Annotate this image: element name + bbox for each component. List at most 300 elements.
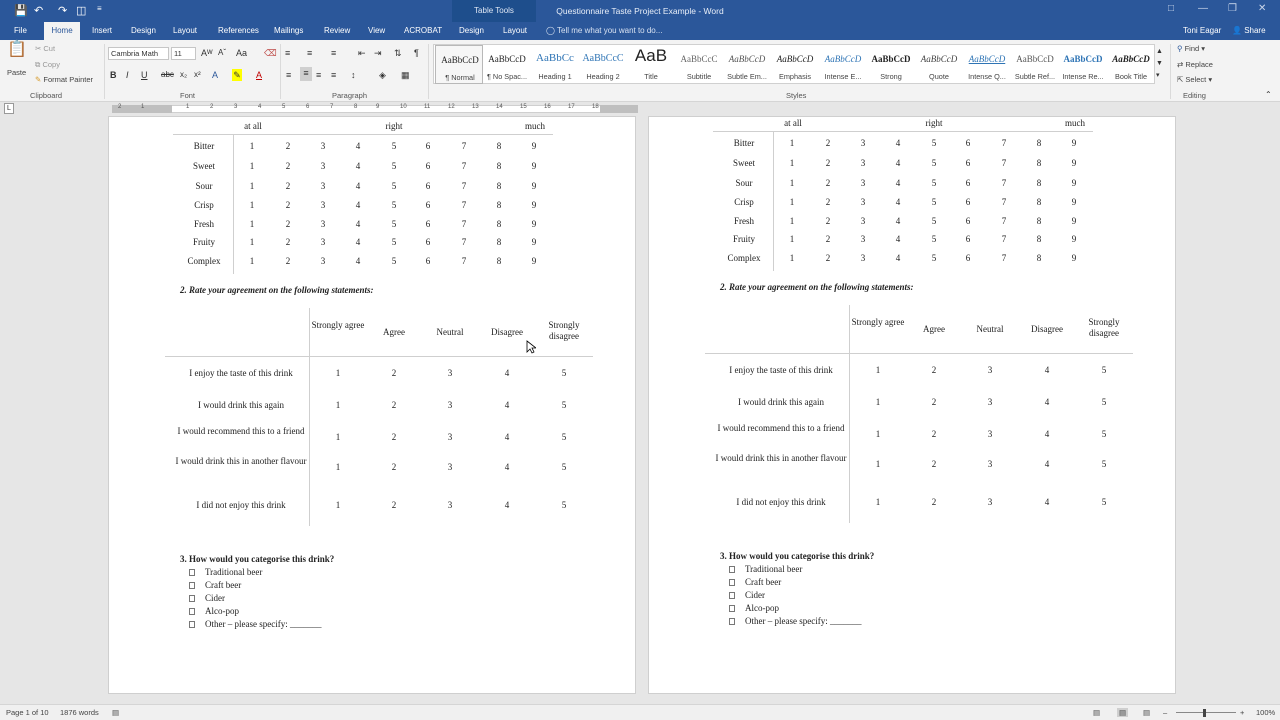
- rating-cell[interactable]: 6: [425, 200, 431, 210]
- rating-cell[interactable]: 8: [1036, 216, 1042, 226]
- agreement-cell[interactable]: 5: [1101, 365, 1107, 375]
- rating-cell[interactable]: 7: [1001, 216, 1007, 226]
- agreement-cell[interactable]: 3: [987, 397, 993, 407]
- agreement-cell[interactable]: 5: [1101, 497, 1107, 507]
- rating-cell[interactable]: 7: [1001, 178, 1007, 188]
- checkbox-icon[interactable]: [189, 621, 195, 628]
- checkbox-icon[interactable]: [189, 582, 195, 589]
- rating-cell[interactable]: 7: [461, 256, 467, 266]
- rating-cell[interactable]: 8: [496, 237, 502, 247]
- agreement-cell[interactable]: 2: [931, 397, 937, 407]
- shading-icon[interactable]: ◈: [379, 70, 386, 80]
- rating-cell[interactable]: 5: [391, 200, 397, 210]
- rating-cell[interactable]: 8: [1036, 253, 1042, 263]
- line-spacing-icon[interactable]: ↕: [351, 70, 356, 80]
- user-name[interactable]: Toni Eagar: [1183, 26, 1222, 35]
- tab-review[interactable]: Review: [324, 26, 351, 35]
- agreement-cell[interactable]: 1: [335, 432, 341, 442]
- numbering-icon[interactable]: ≡: [307, 48, 313, 58]
- zoom-out-icon[interactable]: –: [1163, 708, 1168, 717]
- rating-cell[interactable]: 3: [860, 216, 866, 226]
- agreement-cell[interactable]: 5: [561, 500, 567, 510]
- italic-icon[interactable]: I: [126, 70, 129, 80]
- tab-table-layout[interactable]: Layout: [503, 26, 528, 35]
- agreement-cell[interactable]: 4: [504, 400, 510, 410]
- tab-references[interactable]: References: [218, 26, 259, 35]
- agreement-cell[interactable]: 5: [561, 368, 567, 378]
- rating-cell[interactable]: 1: [249, 200, 255, 210]
- rating-cell[interactable]: 1: [789, 253, 795, 263]
- strikethrough-icon[interactable]: abc: [161, 70, 174, 79]
- agreement-cell[interactable]: 2: [391, 432, 397, 442]
- rating-cell[interactable]: 8: [1036, 197, 1042, 207]
- rating-cell[interactable]: 4: [355, 161, 361, 171]
- rating-cell[interactable]: 9: [531, 200, 537, 210]
- rating-cell[interactable]: 6: [965, 234, 971, 244]
- agreement-header: Strongly agree: [311, 320, 365, 330]
- page-count[interactable]: Page 1 of 10: [6, 708, 49, 717]
- tell-me-search[interactable]: ◯ Tell me what you want to do...: [546, 26, 663, 35]
- format-painter-button[interactable]: ✎ Format Painter: [35, 75, 93, 84]
- styles-more-icon[interactable]: ▾: [1156, 72, 1160, 79]
- rating-cell[interactable]: 4: [895, 158, 901, 168]
- group-separator: [1170, 44, 1171, 99]
- style-intense-reference[interactable]: AaBbCcD Intense Re...: [1062, 54, 1104, 81]
- rating-cell[interactable]: 9: [1071, 253, 1077, 263]
- agreement-cell[interactable]: 5: [1101, 459, 1107, 469]
- rating-cell[interactable]: 1: [249, 161, 255, 171]
- rating-cell[interactable]: 2: [825, 178, 831, 188]
- rating-cell[interactable]: 7: [461, 161, 467, 171]
- agreement-cell[interactable]: 1: [335, 500, 341, 510]
- agreement-cell[interactable]: 5: [1101, 397, 1107, 407]
- rating-cell[interactable]: 8: [1036, 138, 1042, 148]
- rating-cell[interactable]: 2: [825, 216, 831, 226]
- rating-cell[interactable]: 3: [860, 197, 866, 207]
- rating-cell[interactable]: 7: [461, 141, 467, 151]
- styles-scroll-down-icon[interactable]: ▼: [1156, 60, 1163, 67]
- style-subtle-reference[interactable]: AaBbCcD Subtle Ref...: [1014, 54, 1056, 81]
- agreement-cell[interactable]: 2: [391, 500, 397, 510]
- category-option: Traditional beer: [745, 564, 803, 574]
- rating-cell[interactable]: 1: [249, 141, 255, 151]
- rating-cell[interactable]: 9: [1071, 216, 1077, 226]
- rating-cell[interactable]: 2: [825, 158, 831, 168]
- read-mode-icon[interactable]: ▤: [1093, 708, 1101, 717]
- agreement-cell[interactable]: 1: [335, 368, 341, 378]
- print-preview-icon[interactable]: ◫: [76, 5, 87, 17]
- rating-cell[interactable]: 8: [1036, 178, 1042, 188]
- agreement-cell[interactable]: 4: [504, 368, 510, 378]
- table-tools-label: Table Tools: [452, 0, 536, 22]
- tab-file[interactable]: File: [14, 26, 27, 35]
- agreement-cell[interactable]: 4: [504, 462, 510, 472]
- category-option: Cider: [745, 590, 765, 600]
- cut-button[interactable]: ✂ Cut: [35, 44, 56, 53]
- rating-cell[interactable]: 9: [531, 237, 537, 247]
- rating-cell[interactable]: 8: [496, 161, 502, 171]
- rating-cell[interactable]: 7: [1001, 234, 1007, 244]
- rating-cell[interactable]: 9: [1071, 197, 1077, 207]
- rating-cell[interactable]: 8: [1036, 234, 1042, 244]
- agreement-cell[interactable]: 5: [561, 432, 567, 442]
- rating-cell[interactable]: 8: [496, 200, 502, 210]
- rating-cell[interactable]: 1: [789, 178, 795, 188]
- rating-cell[interactable]: 9: [1071, 234, 1077, 244]
- style-emphasis[interactable]: AaBbCcD Emphasis: [776, 54, 814, 81]
- rating-cell[interactable]: 2: [285, 161, 291, 171]
- rating-cell[interactable]: 7: [1001, 138, 1007, 148]
- rating-cell[interactable]: 4: [895, 138, 901, 148]
- select-button[interactable]: ⇱ Select ▾: [1177, 75, 1213, 84]
- rating-cell[interactable]: 4: [355, 181, 361, 191]
- agreement-cell[interactable]: 1: [335, 462, 341, 472]
- rating-cell[interactable]: 9: [531, 161, 537, 171]
- rating-cell[interactable]: 6: [965, 138, 971, 148]
- tab-acrobat[interactable]: ACROBAT: [404, 26, 443, 35]
- style-book-title[interactable]: AaBbCcD Book Title: [1112, 54, 1150, 81]
- rating-cell[interactable]: 3: [320, 161, 326, 171]
- rating-cell[interactable]: 5: [931, 234, 937, 244]
- rating-cell[interactable]: 4: [355, 219, 361, 229]
- rating-cell[interactable]: 2: [825, 234, 831, 244]
- rating-cell[interactable]: 2: [825, 253, 831, 263]
- rating-cell[interactable]: 1: [789, 216, 795, 226]
- checkbox-icon[interactable]: [189, 608, 195, 615]
- style-subtle-emphasis[interactable]: AaBbCcD Subtle Em...: [727, 54, 767, 81]
- statement-label: I did not enjoy this drink: [196, 500, 286, 510]
- rating-cell[interactable]: 4: [895, 216, 901, 226]
- checkbox-icon[interactable]: [729, 592, 735, 599]
- shrink-font-icon[interactable]: Aˇ: [218, 48, 226, 57]
- rating-cell[interactable]: 9: [531, 256, 537, 266]
- rating-cell[interactable]: 9: [531, 219, 537, 229]
- agreement-cell[interactable]: 1: [875, 497, 881, 507]
- rating-cell[interactable]: 2: [825, 138, 831, 148]
- rating-cell[interactable]: 2: [285, 237, 291, 247]
- rating-cell[interactable]: 4: [355, 256, 361, 266]
- word-count[interactable]: 1876 words: [60, 708, 99, 717]
- agreement-cell[interactable]: 5: [1101, 429, 1107, 439]
- agreement-cell[interactable]: 3: [987, 497, 993, 507]
- document-page[interactable]: [108, 116, 636, 694]
- checkbox-icon[interactable]: [189, 569, 195, 576]
- replace-button[interactable]: ⇄ Replace: [1177, 60, 1213, 69]
- rating-cell[interactable]: 3: [860, 138, 866, 148]
- rating-cell[interactable]: 6: [965, 158, 971, 168]
- rating-cell[interactable]: 5: [931, 138, 937, 148]
- rating-cell[interactable]: 3: [320, 200, 326, 210]
- rating-cell[interactable]: 1: [249, 219, 255, 229]
- rating-cell[interactable]: 3: [320, 219, 326, 229]
- agreement-cell[interactable]: 4: [1044, 365, 1050, 375]
- rating-cell[interactable]: 5: [931, 158, 937, 168]
- rating-cell[interactable]: 3: [860, 234, 866, 244]
- rating-cell[interactable]: 1: [249, 237, 255, 247]
- rating-cell[interactable]: 1: [789, 158, 795, 168]
- checkbox-icon[interactable]: [729, 618, 735, 625]
- agreement-cell[interactable]: 4: [504, 500, 510, 510]
- category-option: Craft beer: [745, 577, 782, 587]
- rating-cell[interactable]: 7: [1001, 197, 1007, 207]
- rating-cell[interactable]: 5: [391, 161, 397, 171]
- style-title[interactable]: AaB Title: [634, 46, 668, 81]
- rating-cell[interactable]: 6: [425, 141, 431, 151]
- zoom-slider[interactable]: [1176, 712, 1236, 713]
- agreement-cell[interactable]: 1: [875, 429, 881, 439]
- style-quote[interactable]: AaBbCcD Quote: [920, 54, 958, 81]
- font-size-select[interactable]: 11: [171, 47, 196, 60]
- tab-mailings[interactable]: Mailings: [274, 26, 304, 35]
- rating-cell[interactable]: 6: [965, 216, 971, 226]
- rating-cell[interactable]: 2: [285, 200, 291, 210]
- text-effects-icon[interactable]: A: [212, 70, 219, 80]
- tab-layout[interactable]: Layout: [173, 26, 198, 35]
- ruler-number: 1: [186, 104, 190, 110]
- paste-button[interactable]: Paste: [7, 68, 27, 77]
- ribbon-display-icon[interactable]: □: [1168, 3, 1175, 14]
- rating-cell[interactable]: 6: [425, 237, 431, 247]
- customize-toolbar-icon[interactable]: ≡: [97, 4, 102, 13]
- rating-cell[interactable]: 7: [1001, 253, 1007, 263]
- category-option: Alco-pop: [205, 606, 239, 616]
- rating-cell[interactable]: 5: [391, 256, 397, 266]
- statement-label: I did not enjoy this drink: [736, 497, 826, 507]
- rating-cell[interactable]: 3: [320, 256, 326, 266]
- rating-cell[interactable]: 4: [895, 178, 901, 188]
- undo-icon[interactable]: ↶: [34, 5, 44, 17]
- taste-row-label: Bitter: [733, 138, 755, 148]
- rating-cell[interactable]: 5: [931, 216, 937, 226]
- document-page[interactable]: [648, 116, 1176, 694]
- rating-cell[interactable]: 3: [860, 158, 866, 168]
- underline-icon[interactable]: U: [141, 70, 148, 80]
- rating-cell[interactable]: 4: [355, 141, 361, 151]
- agreement-cell[interactable]: 4: [504, 432, 510, 442]
- rating-cell[interactable]: 4: [895, 253, 901, 263]
- rating-cell[interactable]: 2: [285, 141, 291, 151]
- style-intense-quote[interactable]: AaBbCcD Intense Q...: [968, 54, 1006, 81]
- redo-icon[interactable]: ↷: [58, 5, 68, 17]
- borders-icon[interactable]: ▦: [401, 70, 410, 80]
- rating-cell[interactable]: 9: [1071, 158, 1077, 168]
- tab-insert[interactable]: Insert: [92, 26, 113, 35]
- agreement-cell[interactable]: 3: [987, 429, 993, 439]
- rating-cell[interactable]: 3: [860, 253, 866, 263]
- tab-view[interactable]: View: [368, 26, 386, 35]
- category-option: Cider: [205, 593, 225, 603]
- rating-cell[interactable]: 8: [496, 256, 502, 266]
- style-subtitle[interactable]: AaBbCcC Subtitle: [680, 54, 718, 81]
- agreement-cell[interactable]: 1: [335, 400, 341, 410]
- statement-label: I would drink this again: [738, 397, 824, 407]
- zoom-slider-thumb[interactable]: [1203, 709, 1206, 717]
- rating-cell[interactable]: 2: [825, 197, 831, 207]
- rating-cell[interactable]: 1: [249, 256, 255, 266]
- agreement-cell[interactable]: 2: [931, 365, 937, 375]
- superscript-icon[interactable]: x²: [194, 70, 201, 79]
- tab-selector-icon[interactable]: L: [4, 103, 14, 114]
- category-option: Alco-pop: [745, 603, 779, 613]
- rating-cell[interactable]: 1: [789, 138, 795, 148]
- checkbox-icon[interactable]: [189, 595, 195, 602]
- font-name-select[interactable]: Cambria Math: [108, 47, 169, 60]
- rating-cell[interactable]: 7: [461, 237, 467, 247]
- font-color-icon[interactable]: A: [256, 70, 263, 80]
- agreement-cell[interactable]: 1: [875, 397, 881, 407]
- rating-cell[interactable]: 7: [461, 200, 467, 210]
- rating-cell[interactable]: 6: [425, 256, 431, 266]
- rating-cell[interactable]: 5: [391, 141, 397, 151]
- rating-cell[interactable]: 3: [860, 178, 866, 188]
- statement-label: I enjoy the taste of this drink: [189, 368, 293, 378]
- style-no-spacing[interactable]: AaBbCcD ¶ No Spac...: [486, 54, 527, 81]
- style-heading-1[interactable]: AaBbCc Heading 1: [536, 52, 574, 81]
- change-case-icon[interactable]: Aa: [236, 48, 248, 58]
- agreement-cell[interactable]: 1: [875, 365, 881, 375]
- category-option: Other – please specify: _______: [205, 619, 322, 629]
- rating-cell[interactable]: 5: [391, 219, 397, 229]
- agreement-cell[interactable]: 5: [561, 400, 567, 410]
- style-strong[interactable]: AaBbCcD Strong: [871, 54, 911, 81]
- agreement-cell[interactable]: 2: [931, 429, 937, 439]
- paste-icon[interactable]: 📋: [7, 41, 27, 58]
- close-icon[interactable]: ✕: [1258, 3, 1267, 14]
- agreement-cell[interactable]: 4: [1044, 459, 1050, 469]
- rating-cell[interactable]: 1: [789, 197, 795, 207]
- rating-cell[interactable]: 3: [320, 141, 326, 151]
- agreement-cell[interactable]: 4: [1044, 497, 1050, 507]
- rating-cell[interactable]: 4: [355, 200, 361, 210]
- bold-icon[interactable]: B: [110, 70, 117, 80]
- agreement-cell[interactable]: 3: [447, 500, 453, 510]
- rating-cell[interactable]: 4: [895, 234, 901, 244]
- rating-cell[interactable]: 1: [249, 181, 255, 191]
- rating-cell[interactable]: 3: [320, 237, 326, 247]
- rating-cell[interactable]: 6: [425, 181, 431, 191]
- horizontal-ruler[interactable]: [0, 102, 1280, 116]
- agreement-cell[interactable]: 3: [447, 462, 453, 472]
- align-center-icon[interactable]: ≡: [300, 67, 312, 81]
- print-layout-icon[interactable]: ▤: [1119, 708, 1127, 717]
- rating-cell[interactable]: 8: [496, 141, 502, 151]
- sort-icon[interactable]: ⇅: [394, 48, 402, 58]
- rating-cell[interactable]: 2: [285, 181, 291, 191]
- minimize-icon[interactable]: —: [1198, 3, 1208, 14]
- collapse-ribbon-icon[interactable]: ⌃: [1265, 90, 1272, 99]
- agreement-cell[interactable]: 1: [875, 459, 881, 469]
- bullets-icon[interactable]: ≡: [285, 48, 291, 58]
- agreement-cell[interactable]: 4: [1044, 397, 1050, 407]
- agreement-cell[interactable]: 2: [391, 462, 397, 472]
- show-marks-icon[interactable]: ¶: [414, 48, 419, 58]
- clear-formatting-icon[interactable]: ⌫: [264, 48, 277, 58]
- rating-cell[interactable]: 6: [965, 197, 971, 207]
- align-left-icon[interactable]: ≡: [286, 70, 292, 80]
- agreement-cell[interactable]: 3: [447, 368, 453, 378]
- rating-cell[interactable]: 5: [931, 253, 937, 263]
- style-intense-emphasis[interactable]: AaBbCcD Intense E...: [824, 54, 862, 81]
- agreement-cell[interactable]: 2: [931, 497, 937, 507]
- styles-scroll-up-icon[interactable]: ▲: [1156, 48, 1163, 55]
- justify-icon[interactable]: ≡: [331, 70, 337, 80]
- rating-cell[interactable]: 9: [1071, 178, 1077, 188]
- share-button[interactable]: 👤 Share: [1232, 26, 1266, 35]
- rating-cell[interactable]: 2: [285, 219, 291, 229]
- agreement-cell[interactable]: 2: [391, 400, 397, 410]
- grow-font-icon[interactable]: Aᵂ: [201, 48, 213, 58]
- rating-cell[interactable]: 6: [965, 253, 971, 263]
- zoom-in-icon[interactable]: +: [1240, 708, 1245, 717]
- rating-cell[interactable]: 5: [391, 181, 397, 191]
- taste-row-label: Fresh: [734, 216, 754, 226]
- agreement-cell[interactable]: 5: [561, 462, 567, 472]
- web-layout-icon[interactable]: ▤: [1143, 708, 1151, 717]
- checkbox-icon[interactable]: [729, 605, 735, 612]
- rating-cell[interactable]: 1: [789, 234, 795, 244]
- rating-cell[interactable]: 7: [461, 219, 467, 229]
- tab-design[interactable]: Design: [131, 26, 156, 35]
- agreement-cell[interactable]: 3: [447, 432, 453, 442]
- rating-cell[interactable]: 7: [1001, 158, 1007, 168]
- agreement-cell[interactable]: 2: [391, 368, 397, 378]
- rating-cell[interactable]: 9: [1071, 138, 1077, 148]
- rating-cell[interactable]: 6: [965, 178, 971, 188]
- rating-cell[interactable]: 8: [1036, 158, 1042, 168]
- rating-cell[interactable]: 2: [285, 256, 291, 266]
- decrease-indent-icon[interactable]: ⇤: [358, 48, 366, 58]
- align-right-icon[interactable]: ≡: [316, 70, 322, 80]
- increase-indent-icon[interactable]: ⇥: [374, 48, 382, 58]
- checkbox-icon[interactable]: [729, 566, 735, 573]
- agreement-cell[interactable]: 3: [987, 365, 993, 375]
- rating-cell[interactable]: 8: [496, 219, 502, 229]
- checkbox-icon[interactable]: [729, 579, 735, 586]
- agreement-cell[interactable]: 3: [447, 400, 453, 410]
- rating-cell[interactable]: 9: [531, 141, 537, 151]
- agreement-cell[interactable]: 2: [931, 459, 937, 469]
- rating-cell[interactable]: 5: [931, 197, 937, 207]
- rating-cell[interactable]: 5: [931, 178, 937, 188]
- rating-cell[interactable]: 4: [895, 197, 901, 207]
- maximize-icon[interactable]: ❐: [1228, 3, 1237, 14]
- rating-cell[interactable]: 9: [531, 181, 537, 191]
- tab-table-design[interactable]: Design: [459, 26, 484, 35]
- agreement-cell[interactable]: 3: [987, 459, 993, 469]
- ruler-number: 13: [472, 104, 479, 110]
- rating-cell[interactable]: 6: [425, 219, 431, 229]
- agreement-cell[interactable]: 4: [1044, 429, 1050, 439]
- rating-cell[interactable]: 7: [461, 181, 467, 191]
- copy-button[interactable]: ⧉ Copy: [35, 60, 60, 69]
- style-normal[interactable]: AaBbCcD ¶ Normal: [435, 45, 483, 84]
- multilevel-list-icon[interactable]: ≡: [331, 48, 337, 58]
- style-heading-2[interactable]: AaBbCcC Heading 2: [582, 53, 624, 81]
- find-button[interactable]: ⚲ Find ▾: [1177, 44, 1206, 53]
- rating-cell[interactable]: 6: [425, 161, 431, 171]
- proofing-icon[interactable]: ▤: [112, 708, 120, 717]
- rating-cell[interactable]: 8: [496, 181, 502, 191]
- zoom-level[interactable]: 100%: [1256, 708, 1276, 717]
- subscript-icon[interactable]: x₂: [180, 70, 188, 79]
- highlight-icon[interactable]: ✎: [233, 70, 241, 80]
- rating-cell[interactable]: 3: [320, 181, 326, 191]
- tab-home[interactable]: Home: [44, 22, 80, 40]
- rating-cell[interactable]: 5: [391, 237, 397, 247]
- save-icon[interactable]: 💾: [14, 5, 28, 17]
- rating-cell[interactable]: 4: [355, 237, 361, 247]
- category-option: Craft beer: [205, 580, 242, 590]
